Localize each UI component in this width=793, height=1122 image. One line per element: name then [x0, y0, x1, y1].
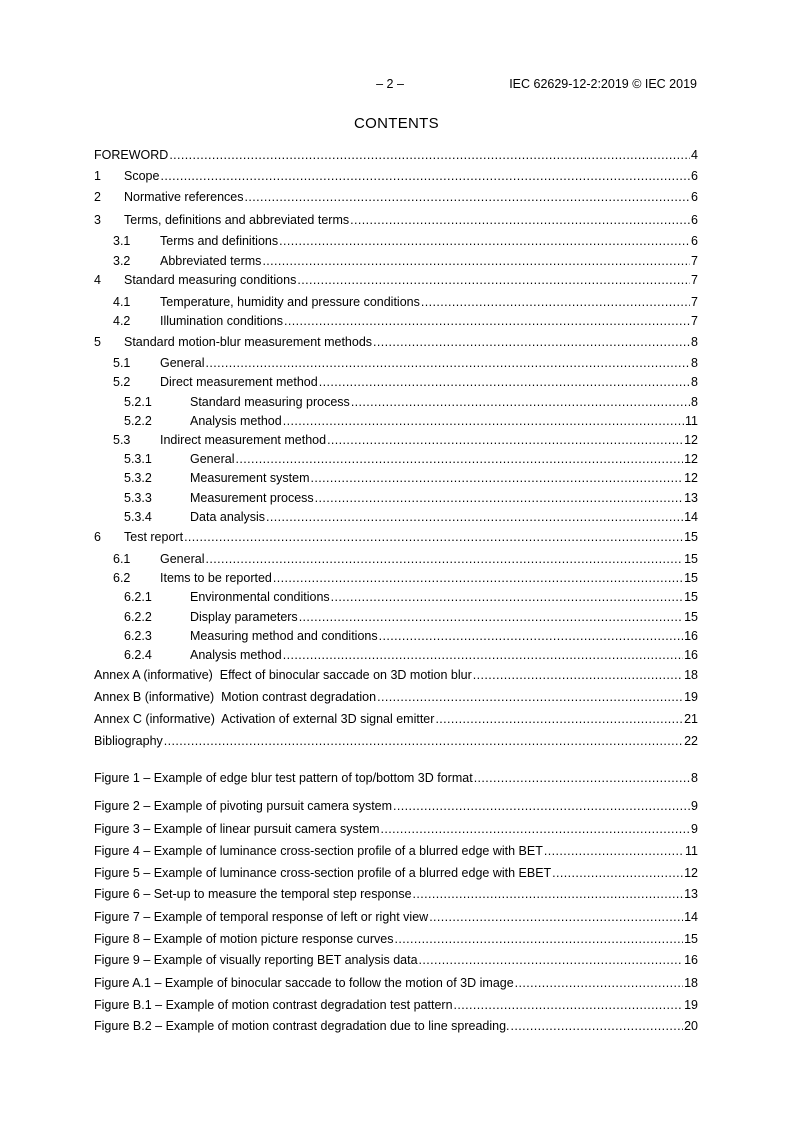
- toc-entry-label: Measuring method and conditions: [190, 629, 378, 643]
- toc-entry-label: Figure 6 – Set-up to measure the temporal step response: [94, 887, 412, 901]
- toc-leader-dots: [373, 334, 690, 350]
- toc-entry-number: 3: [94, 213, 101, 227]
- toc-leader-dots: [419, 952, 684, 968]
- toc-entry-page: 15: [684, 571, 698, 585]
- toc-leader-dots: [169, 147, 690, 163]
- toc-entry-number: 4.1: [113, 295, 131, 309]
- toc-entry[interactable]: [94, 667, 698, 683]
- toc-entry-page: 7: [691, 295, 698, 309]
- toc-entry-page: 6: [691, 213, 698, 227]
- toc-entry[interactable]: [94, 355, 698, 371]
- toc-entry[interactable]: [94, 272, 698, 288]
- toc-entry[interactable]: [94, 589, 698, 605]
- toc-entry[interactable]: [94, 334, 698, 350]
- toc-entry-label: Environmental conditions: [190, 590, 330, 604]
- toc-entry-label: Analysis method: [190, 648, 282, 662]
- toc-leader-dots: [164, 733, 683, 749]
- toc-entry-number: 5.3.3: [124, 491, 152, 505]
- toc-leader-dots: [331, 589, 683, 605]
- toc-leader-dots: [413, 886, 684, 902]
- toc-entry-label: General: [160, 552, 205, 566]
- page-number: – 2 –: [376, 77, 404, 91]
- toc-leader-dots: [283, 647, 683, 663]
- toc-leader-dots: [297, 272, 690, 288]
- toc-entry[interactable]: [94, 931, 698, 947]
- toc-entry-page: 12: [684, 433, 698, 447]
- toc-entry-label: Figure 1 – Example of edge blur test pattern of top/bottom 3D format: [94, 771, 473, 785]
- toc-entry-page: 8: [691, 771, 698, 785]
- toc-leader-dots: [205, 355, 690, 371]
- toc-entry-number: 5.3.2: [124, 471, 152, 485]
- toc-entry-page: 15: [684, 590, 698, 604]
- toc-entry-label: Direct measurement method: [160, 375, 318, 389]
- toc-entry-page: 7: [691, 254, 698, 268]
- toc-leader-dots: [315, 490, 683, 506]
- toc-entry-label: Abbreviated terms: [160, 254, 262, 268]
- toc-entry-page: 7: [691, 314, 698, 328]
- toc-entry[interactable]: [94, 909, 698, 925]
- toc-leader-dots: [245, 189, 691, 205]
- toc-entry-label: Figure B.1 – Example of motion contrast degradation test pattern: [94, 998, 453, 1012]
- toc-entry-page: 15: [684, 552, 698, 566]
- toc-entry-page: 15: [684, 530, 698, 544]
- toc-entry[interactable]: [94, 509, 698, 525]
- toc-entry-page: 20: [684, 1019, 698, 1033]
- toc-entry[interactable]: [94, 189, 698, 205]
- toc-entry-number: 2: [94, 190, 101, 204]
- toc-entry[interactable]: [94, 233, 698, 249]
- toc-entry[interactable]: [94, 551, 698, 567]
- toc-leader-dots: [421, 294, 690, 310]
- toc-leader-dots: [377, 689, 683, 705]
- toc-leader-dots: [235, 451, 683, 467]
- toc-entry-number: 5.2: [113, 375, 131, 389]
- toc-leader-dots: [473, 667, 683, 683]
- toc-entry-label: Figure 3 – Example of linear pursuit camera system: [94, 822, 380, 836]
- toc-entry[interactable]: [94, 451, 698, 467]
- toc-entry-page: 16: [684, 629, 698, 643]
- toc-entry[interactable]: [94, 886, 698, 902]
- toc-entry-page: 18: [684, 668, 698, 682]
- toc-entry-label: Figure 4 – Example of luminance cross-section profile of a blurred edge with BET: [94, 844, 543, 858]
- toc-entry-label: Figure 7 – Example of temporal response of left or right view: [94, 910, 429, 924]
- toc-entry-number: 5.3: [113, 433, 131, 447]
- toc-entry-label: Figure A.1 – Example of binocular saccade to follow the motion of 3D image: [94, 976, 514, 990]
- toc-leader-dots: [379, 628, 683, 644]
- toc-leader-dots: [393, 798, 690, 814]
- toc-entry-number: 6.2.4: [124, 648, 152, 662]
- toc-entry[interactable]: [94, 168, 698, 184]
- toc-entry-label: Display parameters: [190, 610, 298, 624]
- toc-entry[interactable]: [94, 865, 698, 881]
- toc-leader-dots: [350, 212, 690, 228]
- toc-leader-dots: [160, 168, 690, 184]
- toc-entry-page: 4: [691, 148, 698, 162]
- toc-leader-dots: [205, 551, 683, 567]
- toc-entry[interactable]: [94, 490, 698, 506]
- toc-leader-dots: [511, 1018, 684, 1034]
- toc-entry[interactable]: [94, 733, 698, 749]
- toc-entry-page: 12: [684, 471, 698, 485]
- toc-entry-page: 11: [685, 414, 698, 428]
- toc-entry-page: 15: [684, 932, 698, 946]
- toc-entry-label: Measurement process: [190, 491, 314, 505]
- toc-entry[interactable]: [94, 570, 698, 586]
- toc-entry-page: 16: [684, 953, 698, 967]
- toc-entry-page: 8: [691, 335, 698, 349]
- toc-entry[interactable]: [94, 413, 698, 429]
- toc-entry[interactable]: [94, 529, 698, 545]
- toc-entry[interactable]: [94, 975, 698, 991]
- toc-entry-number: 5.1: [113, 356, 131, 370]
- toc-entry-number: 6.2.1: [124, 590, 152, 604]
- toc-entry-number: 4.2: [113, 314, 131, 328]
- toc-entry-page: 14: [684, 510, 698, 524]
- toc-leader-dots: [394, 931, 683, 947]
- standard-reference: IEC 62629-12-2:2019 © IEC 2019: [509, 77, 697, 91]
- toc-entry[interactable]: [94, 997, 698, 1013]
- toc-entry-label: Items to be reported: [160, 571, 272, 585]
- toc-entry-page: 12: [684, 452, 698, 466]
- toc-entry-label: Figure 9 – Example of visually reporting BET analysis data: [94, 953, 418, 967]
- toc-entry-page: 16: [684, 648, 698, 662]
- toc-entry-label: Test report: [124, 530, 184, 544]
- toc-entry-page: 13: [684, 491, 698, 505]
- toc-entry-page: 6: [691, 234, 698, 248]
- toc-entry-label: Annex A (informative) Effect of binocular saccade on 3D motion blur: [94, 668, 472, 682]
- toc-entry-page: 13: [684, 887, 698, 901]
- toc-entry-page: 11: [685, 844, 698, 858]
- toc-entry-label: Figure 8 – Example of motion picture response curves: [94, 932, 394, 946]
- toc-entry-label: Scope: [124, 169, 160, 183]
- toc-entry[interactable]: [94, 952, 698, 968]
- toc-entry-label: Figure 2 – Example of pivoting pursuit camera system: [94, 799, 393, 813]
- toc-entry-page: 9: [691, 822, 698, 836]
- toc-entry-label: Bibliography: [94, 734, 163, 748]
- toc-entry[interactable]: [94, 821, 698, 837]
- toc-entry-label: Standard measuring conditions: [124, 273, 297, 287]
- toc-leader-dots: [319, 374, 690, 390]
- toc-leader-dots: [474, 770, 690, 786]
- toc-entry-label: Temperature, humidity and pressure conditions: [160, 295, 420, 309]
- toc-entry[interactable]: [94, 212, 698, 228]
- toc-leader-dots: [454, 997, 684, 1013]
- toc-entry-page: 22: [684, 734, 698, 748]
- toc-entry-page: 19: [684, 690, 698, 704]
- toc-entry-number: 6.1: [113, 552, 131, 566]
- toc-entry-number: 5: [94, 335, 101, 349]
- toc-entry-number: 6.2.2: [124, 610, 152, 624]
- toc-entry-label: Data analysis: [190, 510, 266, 524]
- toc-entry-page: 8: [691, 356, 698, 370]
- toc-entry-page: 7: [691, 273, 698, 287]
- toc-entry[interactable]: [94, 253, 698, 269]
- page-header: [0, 77, 793, 93]
- toc-leader-dots: [351, 394, 690, 410]
- toc-entry[interactable]: [94, 798, 698, 814]
- toc-entry[interactable]: [94, 374, 698, 390]
- toc-entry-page: 6: [691, 190, 698, 204]
- toc-entry[interactable]: [94, 294, 698, 310]
- toc-entry[interactable]: [94, 394, 698, 410]
- toc-entry-label: Annex C (informative) Activation of external 3D signal emitter: [94, 712, 435, 726]
- toc-entry[interactable]: [94, 711, 698, 727]
- toc-entry-page: 6: [691, 169, 698, 183]
- toc-entry-page: 15: [684, 610, 698, 624]
- toc-entry-number: 6: [94, 530, 101, 544]
- toc-entry-number: 3.1: [113, 234, 131, 248]
- toc-leader-dots: [435, 711, 683, 727]
- toc-entry-label: Normative references: [124, 190, 244, 204]
- toc-entry-number: 3.2: [113, 254, 131, 268]
- toc-entry-number: 4: [94, 273, 101, 287]
- toc-entry-label: Terms and definitions: [160, 234, 279, 248]
- toc-entry-label: General: [190, 452, 235, 466]
- toc-entry-label: Analysis method: [190, 414, 282, 428]
- toc-entry-page: 12: [684, 866, 698, 880]
- toc-entry-label: Figure B.2 – Example of motion contrast degradation due to line spreading.: [94, 1019, 510, 1033]
- toc-entry-number: 5.2.1: [124, 395, 152, 409]
- toc-leader-dots: [273, 570, 683, 586]
- toc-entry-number: 6.2: [113, 571, 131, 585]
- toc-entry-number: 1: [94, 169, 101, 183]
- toc-entry[interactable]: [94, 689, 698, 705]
- toc-entry[interactable]: [94, 628, 698, 644]
- toc-entry-page: 21: [684, 712, 698, 726]
- toc-leader-dots: [429, 909, 683, 925]
- toc-entry[interactable]: [94, 609, 698, 625]
- toc-entry-page: 19: [684, 998, 698, 1012]
- toc-leader-dots: [515, 975, 683, 991]
- toc-entry-label: Terms, definitions and abbreviated terms: [124, 213, 350, 227]
- toc-leader-dots: [327, 432, 683, 448]
- toc-entry-label: FOREWORD: [94, 148, 169, 162]
- toc-entry[interactable]: [94, 313, 698, 329]
- toc-entry[interactable]: [94, 770, 698, 786]
- toc-entry-label: Standard motion-blur measurement methods: [124, 335, 373, 349]
- toc-entry-number: 5.2.2: [124, 414, 152, 428]
- toc-entry-number: 5.3.1: [124, 452, 152, 466]
- toc-leader-dots: [262, 253, 690, 269]
- toc-entry-label: Figure 5 – Example of luminance cross-section profile of a blurred edge with EBET: [94, 866, 552, 880]
- toc-entry[interactable]: [94, 147, 698, 163]
- toc-entry-page: 8: [691, 395, 698, 409]
- toc-leader-dots: [184, 529, 683, 545]
- toc-entry-page: 14: [684, 910, 698, 924]
- toc-entry-label: Standard measuring process: [190, 395, 350, 409]
- toc-leader-dots: [552, 865, 683, 881]
- toc-leader-dots: [544, 843, 684, 859]
- toc-entry[interactable]: [94, 470, 698, 486]
- toc-entry-page: 8: [691, 375, 698, 389]
- toc-entry[interactable]: [94, 843, 698, 859]
- toc-entry-label: Measurement system: [190, 471, 310, 485]
- page-title: CONTENTS: [354, 115, 439, 132]
- toc-entry-number: 6.2.3: [124, 629, 152, 643]
- toc-entry[interactable]: [94, 1018, 698, 1034]
- toc-leader-dots: [283, 413, 684, 429]
- toc-entry[interactable]: [94, 432, 698, 448]
- toc-leader-dots: [310, 470, 683, 486]
- toc-entry-label: Annex B (informative) Motion contrast degradation: [94, 690, 377, 704]
- toc-entry-label: Indirect measurement method: [160, 433, 327, 447]
- toc-leader-dots: [299, 609, 683, 625]
- toc-entry-number: 5.3.4: [124, 510, 152, 524]
- toc-entry-label: General: [160, 356, 205, 370]
- toc-entry[interactable]: [94, 647, 698, 663]
- toc-leader-dots: [266, 509, 683, 525]
- toc-leader-dots: [381, 821, 691, 837]
- toc-entry-page: 18: [684, 976, 698, 990]
- toc-entry-page: 9: [691, 799, 698, 813]
- toc-leader-dots: [279, 233, 690, 249]
- toc-entry-label: Illumination conditions: [160, 314, 283, 328]
- toc-leader-dots: [284, 313, 690, 329]
